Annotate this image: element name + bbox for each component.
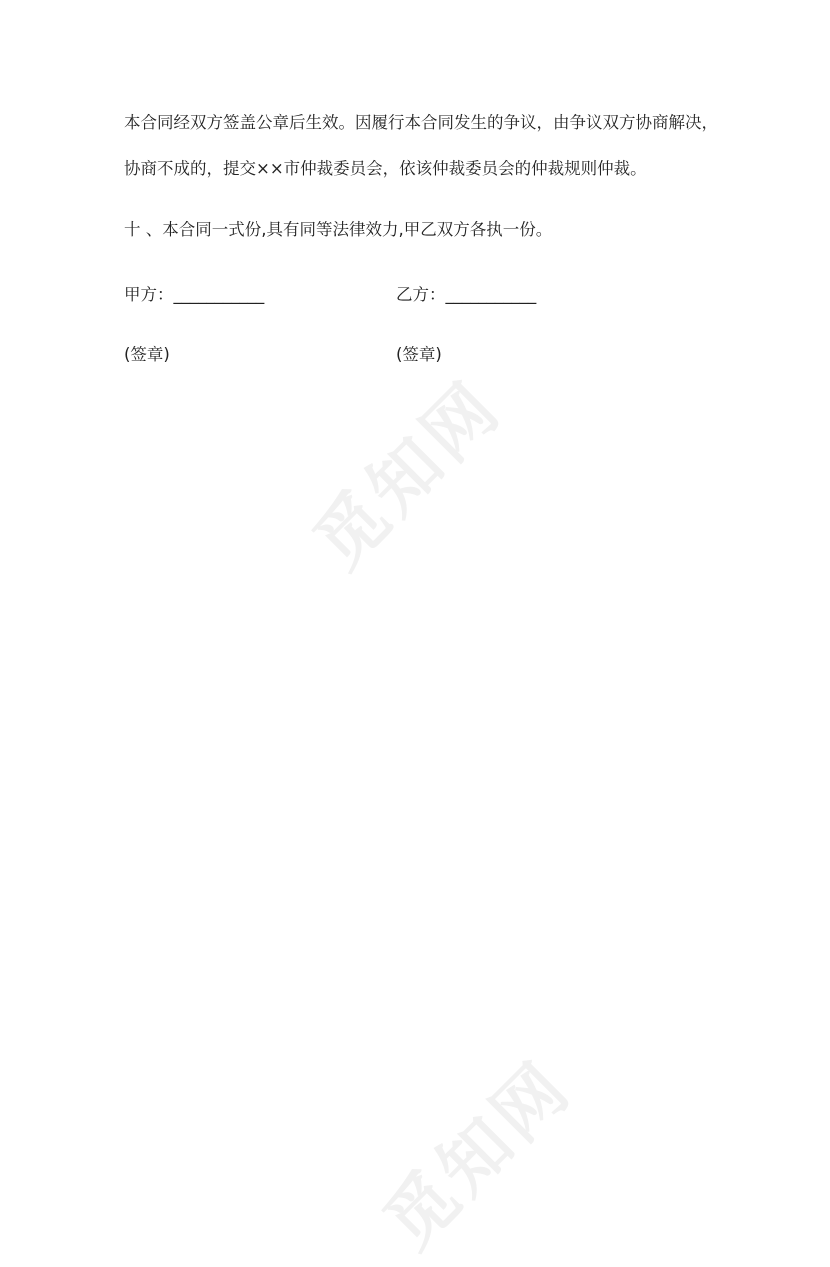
party-b-signature-line: 乙方：___________ — [396, 285, 537, 304]
party-a-seal: (签章) — [124, 345, 170, 364]
watermark: 觅知网 — [298, 364, 518, 584]
clause-10: 十 、本合同一式份,具有同等法律效力,甲乙双方各执一份。 — [124, 220, 553, 239]
paragraph-line: 协商不成的，提交××市仲裁委员会，依该仲裁委员会的仲裁规则仲裁。 — [124, 159, 647, 178]
watermark-bottom: 觅知网 — [368, 1044, 588, 1264]
party-a-signature-line: 甲方：___________ — [124, 285, 265, 304]
paragraph-line: 本合同经双方签盖公章后生效。因履行本合同发生的争议，由争议双方协商解决， — [124, 113, 718, 132]
party-b-seal: (签章) — [396, 345, 442, 364]
